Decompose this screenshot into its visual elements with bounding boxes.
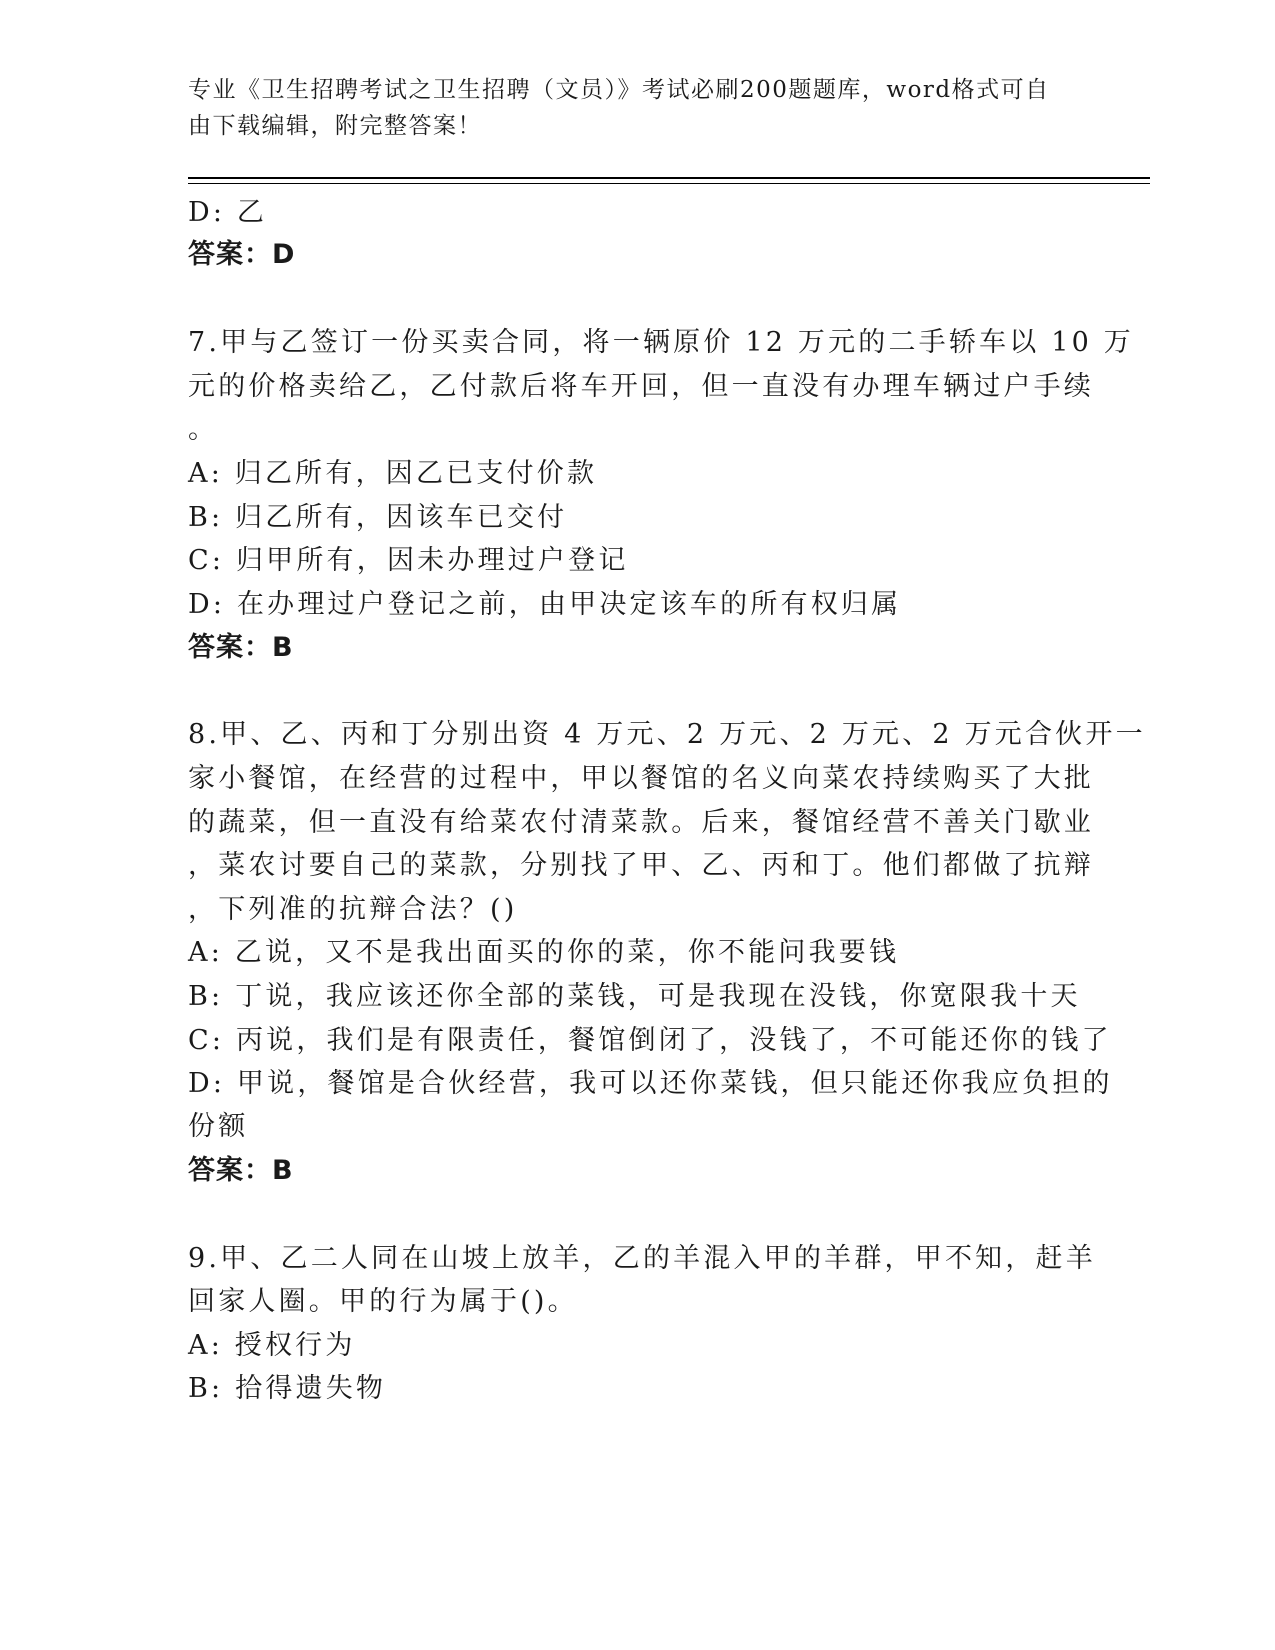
q8-option-c: C: 丙说，我们是有限责任，餐馆倒闭了，没钱了，不可能还你的钱了 xyxy=(188,1025,1112,1056)
q8-stem-line-2: 家小餐馆，在经营的过程中，甲以餐馆的名义向菜农持续购买了大批 xyxy=(188,763,1094,794)
q8-stem-line-4: ，菜农讨要自己的菜款，分别找了甲、乙、丙和丁。他们都做了抗辩 xyxy=(188,850,1094,881)
document-header xyxy=(188,72,1088,144)
q8-option-d-line-1: D: 甲说，餐馆是合伙经营，我可以还你菜钱，但只能还你我应负担的 xyxy=(188,1068,1113,1099)
q8-answer: 答案：B xyxy=(188,1155,294,1186)
q9-option-b: B: 拾得遗失物 xyxy=(188,1373,387,1404)
q7-answer: 答案：B xyxy=(188,632,294,663)
header-title-line-2: 由下载编辑，附完整答案！ xyxy=(188,113,482,139)
q7-option-c: C: 归甲所有，因未办理过户登记 xyxy=(188,545,629,576)
q7-option-b: B: 归乙所有，因该车已交付 xyxy=(188,502,568,533)
q7-option-d: D: 在办理过户登记之前，由甲决定该车的所有权归属 xyxy=(188,589,902,620)
q6-option-d: D: 乙 xyxy=(188,197,268,228)
q7-option-a: A: 归乙所有，因乙已支付价款 xyxy=(188,458,598,489)
q9-stem-line-2: 回家人圈。甲的行为属于()。 xyxy=(188,1286,578,1317)
header-divider-thick xyxy=(188,177,1150,179)
q8-option-a: A: 乙说，又不是我出面买的你的菜，你不能问我要钱 xyxy=(188,937,900,968)
header-divider-thin xyxy=(188,183,1150,184)
q7-stem-line-1: 7.甲与乙签订一份买卖合同，将一辆原价 12 万元的二手轿车以 10 万 xyxy=(188,327,1135,358)
q7-stem-line-3: 。 xyxy=(188,414,219,445)
q9-option-a: A: 授权行为 xyxy=(188,1330,356,1361)
q9-stem-line-1: 9.甲、乙二人同在山坡上放羊，乙的羊混入甲的羊群，甲不知，赶羊 xyxy=(188,1243,1096,1274)
q8-option-b: B: 丁说，我应该还你全部的菜钱，可是我现在没钱，你宽限我十天 xyxy=(188,981,1081,1012)
q8-stem-line-3: 的蔬菜，但一直没有给菜农付清菜款。后来，餐馆经营不善关门歇业 xyxy=(188,807,1094,838)
q6-answer: 答案：D xyxy=(188,239,296,270)
header-title-line-1: 专业《卫生招聘考试之卫生招聘（文员）》考试必刷200题题库，word格式可自 xyxy=(188,77,1050,103)
q8-stem-line-1: 8.甲、乙、丙和丁分别出资 4 万元、2 万元、2 万元、2 万元合伙开一 xyxy=(188,719,1146,750)
q8-option-d-line-2: 份额 xyxy=(188,1111,249,1142)
q8-stem-line-5: ，下列准的抗辩合法？() xyxy=(188,894,518,925)
q7-stem-line-2: 元的价格卖给乙，乙付款后将车开回，但一直没有办理车辆过户手续 xyxy=(188,371,1094,402)
